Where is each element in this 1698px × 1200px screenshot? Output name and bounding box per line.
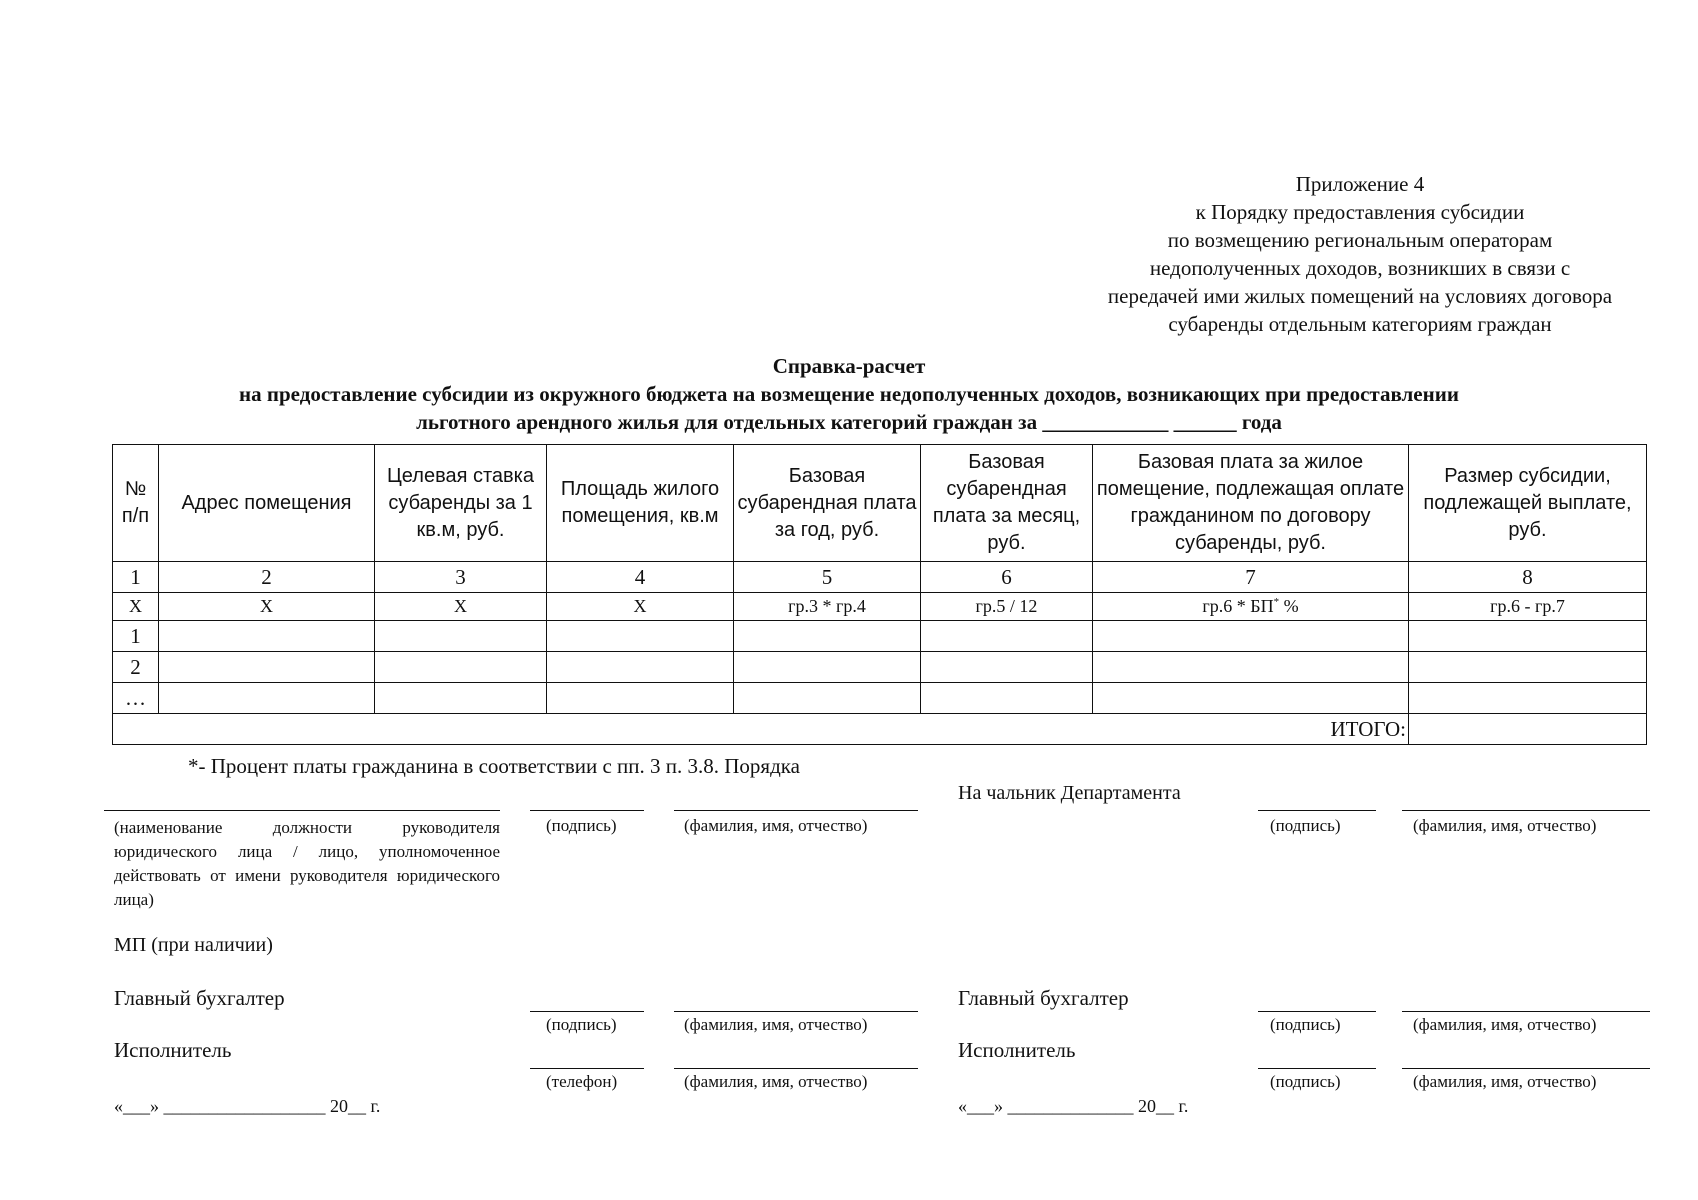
column-number: 8 <box>1409 562 1647 593</box>
row-number: 1 <box>113 621 159 652</box>
date-field[interactable]: «___» ______________ 20__ г. <box>958 1096 1189 1116</box>
table-header-row <box>113 445 1647 562</box>
total-value-cell[interactable] <box>1409 714 1647 745</box>
phone-caption: (телефон) <box>546 1072 618 1091</box>
table-row <box>113 683 1647 714</box>
fio-caption: (фамилия, имя, отчество) <box>1413 1072 1597 1091</box>
column-number: 6 <box>921 562 1093 593</box>
appendix-line: недополученных доходов, возникших в связи с <box>1149 256 1571 280</box>
footnote-mark: * <box>1273 596 1280 608</box>
executor-label: Исполнитель <box>958 1038 1076 1062</box>
table-cell[interactable] <box>159 683 375 714</box>
fio-caption: (фамилия, имя, отчество) <box>1413 816 1597 835</box>
column-number: 7 <box>1093 562 1409 593</box>
formula-cell <box>1093 593 1409 621</box>
formula-suffix: % <box>1279 596 1299 616</box>
table-cell[interactable] <box>921 652 1093 683</box>
formula-text: гр.6 * БП <box>1202 596 1274 616</box>
footnote: *- Процент платы гражданина в соответствии с пп. 3 п. 3.8. Порядка <box>188 754 800 778</box>
table-cell[interactable] <box>921 621 1093 652</box>
fio-caption: (фамилия, имя, отчество) <box>684 1015 868 1034</box>
executor-label: Исполнитель <box>114 1038 232 1062</box>
appendix-line: передачей ими жилых помещений на условиях договора <box>1107 284 1613 308</box>
column-number: 3 <box>375 562 547 593</box>
table-row <box>113 621 1647 652</box>
fio-line[interactable] <box>1402 1068 1650 1069</box>
total-label: ИТОГО: <box>113 714 1409 745</box>
table-cell[interactable] <box>1093 652 1409 683</box>
row-number: 2 <box>113 652 159 683</box>
title-line-2: на предоставление субсидии из окружного бюджета на возмещение недополученных доходов, возникающих при предоставлении <box>239 382 1459 406</box>
fio-line[interactable] <box>674 1011 918 1012</box>
department-head-label: На чальник Департамента <box>958 782 1181 804</box>
table-cell[interactable] <box>1409 652 1647 683</box>
formula-cell: гр.3 * гр.4 <box>734 593 921 621</box>
table-cell[interactable] <box>1409 683 1647 714</box>
fio-caption: (фамилия, имя, отчество) <box>1413 1015 1597 1034</box>
signature-caption: (подпись) <box>546 816 617 835</box>
fio-line[interactable] <box>1402 1011 1650 1012</box>
formula-cell: гр.6 - гр.7 <box>1409 593 1647 621</box>
table-cell[interactable] <box>1093 683 1409 714</box>
appendix-header <box>1030 170 1690 338</box>
fio-line[interactable] <box>674 1068 918 1069</box>
formula-cell: Х <box>547 593 734 621</box>
row-number: … <box>113 683 159 714</box>
column-number: 2 <box>159 562 375 593</box>
signature-caption: (подпись) <box>546 1015 617 1034</box>
appendix-line: Приложение 4 <box>1295 172 1425 196</box>
header-cell: № п/п <box>113 445 159 562</box>
column-number: 4 <box>547 562 734 593</box>
table-cell[interactable] <box>375 652 547 683</box>
formula-row <box>113 593 1647 621</box>
appendix-line: к Порядку предоставления субсидии <box>1195 200 1525 224</box>
position-line[interactable] <box>104 810 500 811</box>
fio-line[interactable] <box>674 810 918 811</box>
column-number-row <box>113 562 1647 593</box>
table-cell[interactable] <box>921 683 1093 714</box>
header-cell: Целевая ставка субаренды за 1 кв.м, руб. <box>375 445 547 562</box>
formula-cell: Х <box>113 593 159 621</box>
table-cell[interactable] <box>159 652 375 683</box>
chief-accountant-label: Главный бухгалтер <box>958 986 1129 1010</box>
date-field[interactable]: «___» __________________ 20__ г. <box>114 1096 381 1116</box>
table-cell[interactable] <box>547 652 734 683</box>
table-cell[interactable] <box>547 683 734 714</box>
signature-caption: (подпись) <box>1270 1072 1341 1091</box>
header-cell: Базовая плата за жилое помещение, подлежащая оплате гражданином по договору субаренды, руб. <box>1093 445 1409 562</box>
document-title <box>0 352 1698 436</box>
total-row <box>113 714 1647 745</box>
header-cell: Базовая субарендная плата за месяц, руб. <box>921 445 1093 562</box>
table-cell[interactable] <box>159 621 375 652</box>
column-number: 1 <box>113 562 159 593</box>
appendix-line: по возмещению региональным операторам <box>1167 228 1553 252</box>
signature-caption: (подпись) <box>1270 1015 1341 1034</box>
table-cell[interactable] <box>734 683 921 714</box>
table-cell[interactable] <box>734 652 921 683</box>
signature-line[interactable] <box>530 810 644 811</box>
header-cell: Адрес помещения <box>159 445 375 562</box>
title-line-1: Справка-расчет <box>772 354 926 378</box>
fio-caption: (фамилия, имя, отчество) <box>684 1072 868 1091</box>
fio-line[interactable] <box>1402 810 1650 811</box>
formula-cell: Х <box>375 593 547 621</box>
table-cell[interactable] <box>375 621 547 652</box>
chief-accountant-label: Главный бухгалтер <box>114 986 285 1010</box>
phone-line[interactable] <box>530 1068 644 1069</box>
table-cell[interactable] <box>734 621 921 652</box>
table-cell[interactable] <box>1093 621 1409 652</box>
formula-cell: гр.5 / 12 <box>921 593 1093 621</box>
signature-caption: (подпись) <box>1270 816 1341 835</box>
calculation-table <box>112 444 1647 745</box>
signature-line[interactable] <box>1258 1068 1376 1069</box>
column-number: 5 <box>734 562 921 593</box>
table-cell[interactable] <box>547 621 734 652</box>
signature-line[interactable] <box>1258 810 1376 811</box>
title-line-3: льготного арендного жилья для отдельных категорий граждан за ____________ ______ года <box>416 410 1282 434</box>
header-cell: Площадь жилого помещения, кв.м <box>547 445 734 562</box>
table-cell[interactable] <box>375 683 547 714</box>
header-cell: Базовая субарендная плата за год, руб. <box>734 445 921 562</box>
table-row <box>113 652 1647 683</box>
signature-line[interactable] <box>530 1011 644 1012</box>
formula-cell: Х <box>159 593 375 621</box>
fio-caption: (фамилия, имя, отчество) <box>684 816 868 835</box>
header-cell: Размер субсидии, подлежащей выплате, руб. <box>1409 445 1647 562</box>
signature-line[interactable] <box>1258 1011 1376 1012</box>
position-caption: (наименование должности руководителя юридического лица / лицо, уполномоченное действовать от имени руководителя юридического лица) <box>114 818 500 909</box>
stamp-label: МП (при наличии) <box>114 934 273 956</box>
table-cell[interactable] <box>1409 621 1647 652</box>
appendix-line: субаренды отдельным категориям граждан <box>1168 312 1552 336</box>
